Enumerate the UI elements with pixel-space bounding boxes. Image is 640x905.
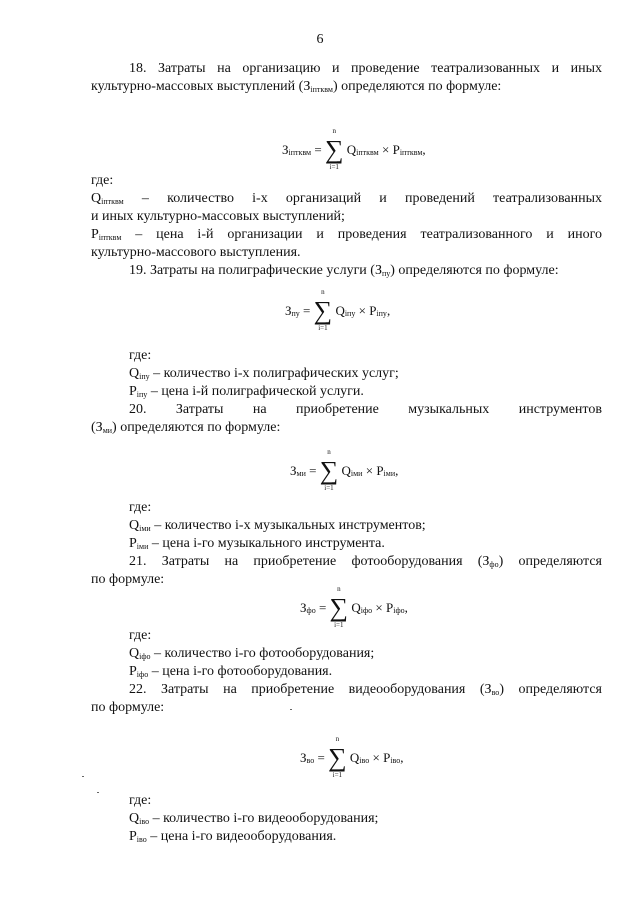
item-22-line-1: 22. Затраты на приобретение видеооборудования $(З_{во})$ определяются xyxy=(129,682,602,697)
item-19-p-definition: $P_{iпу}$ – цена i-й полиграфической услуги. xyxy=(129,384,364,399)
formula-21: $З_{фо}$ = ∑ n i=1 $Q_{iфо} \times P_{iфо}$, xyxy=(300,585,408,629)
item-20-line-1: 20. Затраты на приобретение музыкальных инструментов xyxy=(129,402,602,417)
item-18-p-definition: $P_{iптквм}$ – цена i-й организации и проведения театрализованного и иного xyxy=(91,227,602,242)
scan-speck xyxy=(290,709,292,710)
item-21-line-2: по формуле: xyxy=(91,572,165,587)
item-21-q-definition: $Q_{iфо}$ – количество i-го фотооборудования; xyxy=(129,646,375,661)
formula-22: $З_{во}$ = ∑ n i=1 $Q_{iво} \times P_{iво}$, xyxy=(300,735,404,779)
item-19-where: где: xyxy=(129,348,152,363)
item-20-p-definition: $P_{iми}$ – цена i-го музыкального инструмента. xyxy=(129,536,385,551)
item-22-p-definition: $P_{iво}$ – цена i-го видеооборудования. xyxy=(129,829,337,844)
sum-sign-18: ∑ n i=1 xyxy=(324,127,344,171)
item-22-where: где: xyxy=(129,793,152,808)
item-18-p-definition-cont: культурно-массового выступления. xyxy=(91,245,301,260)
page-number: 6 xyxy=(316,32,324,47)
item-18-line-2: культурно-массовых выступлений $(З_{iптквм})$ определяются по формуле: xyxy=(91,79,502,94)
item-19-q-definition: $Q_{iпу}$ – количество i-х полиграфических услуг; xyxy=(129,366,399,381)
item-20-q-definition: $Q_{iми}$ – количество i-х музыкальных инструментов; xyxy=(129,518,426,533)
item-18-line-1: 18. Затраты на организацию и проведение театрализованных и иных xyxy=(129,61,602,76)
item-19-text: 19. Затраты на полиграфические услуги $(З_{пу})$ определяются по формуле: xyxy=(129,263,559,278)
item-18-where: где: xyxy=(91,173,114,188)
item-22-q-definition: $Q_{iво}$ – количество i-го видеооборудования; xyxy=(129,811,379,826)
sum-sign-19: ∑ n i=1 xyxy=(313,288,333,332)
sum-sign-20: ∑ n i=1 xyxy=(319,448,339,492)
formula-19: $З_{пу}$ = ∑ n i=1 $Q_{iпу} \times P_{iпу}$, xyxy=(285,288,391,332)
scan-speck xyxy=(82,776,84,777)
sum-sign-22: ∑ n i=1 xyxy=(328,735,347,779)
item-20-where: где: xyxy=(129,500,152,515)
item-18-q-definition-cont: и иных культурно-массовых выступлений; xyxy=(91,209,345,224)
item-22-line-2: по формуле: xyxy=(91,700,165,715)
formula-18: $З_{iптквм}$ = ∑ n i=1 $Q_{iптквм} \times P_{iптквм}$, xyxy=(282,127,426,171)
item-21-line-1: 21. Затраты на приобретение фотооборудования $(З_{фо})$ определяются xyxy=(129,554,602,569)
formula-20: $З_{ми}$ = ∑ n i=1 $Q_{iми} \times P_{iми}$, xyxy=(290,448,399,492)
scan-speck xyxy=(97,792,99,793)
item-18-q-definition: $Q_{iптквм}$ – количество i-х организаций и проведений театрализованных xyxy=(91,191,602,206)
item-20-line-2: $(З_{ми})$ определяются по формуле: xyxy=(91,420,281,435)
item-21-p-definition: $P_{iфо}$ – цена i-го фотооборудования. xyxy=(129,664,333,679)
item-21-where: где: xyxy=(129,628,152,643)
sum-sign-21: ∑ n i=1 xyxy=(329,585,349,629)
